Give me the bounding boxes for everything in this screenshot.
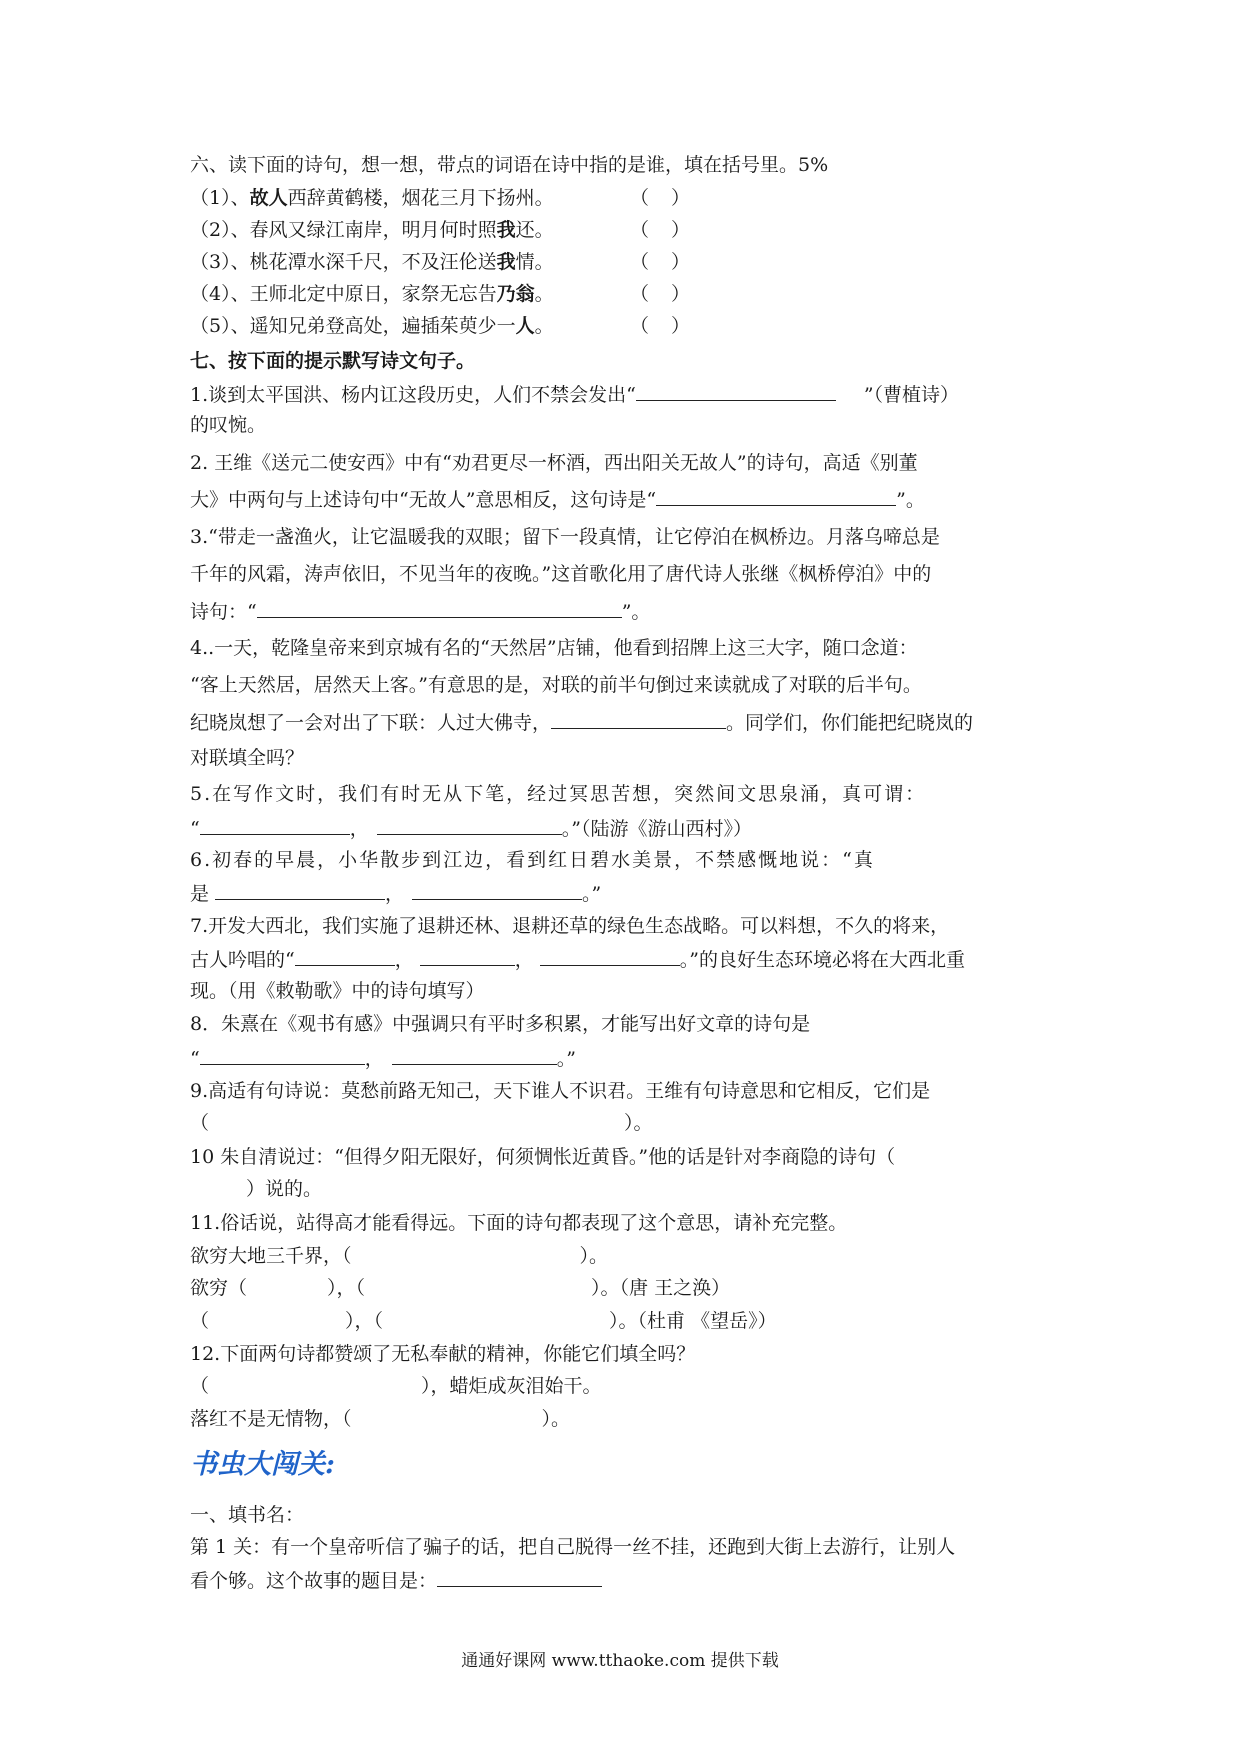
q11-line-1: 11.俗话说，站得高才能看得远。下面的诗句都表现了这个意思，请补充完整。	[190, 1212, 848, 1234]
answer-paren-3[interactable]: （ ）	[630, 251, 691, 273]
s6-item-5: （5）、遥知兄弟登高处，遍插茱萸少一人。 （ ）	[190, 315, 691, 337]
q7-blank-3[interactable]	[540, 947, 680, 966]
q12-line-2: （ ），蜡炬成灰泪始干。	[190, 1375, 602, 1397]
q6-blank-1[interactable]	[215, 881, 385, 900]
q7-blank-2[interactable]	[420, 947, 515, 966]
section-six-heading: 六、读下面的诗句，想一想，带点的词语在诗中指的是谁，填在括号里。5%	[190, 154, 829, 176]
q4-line-3: 纪晓岚想了一会对出了下联：人过大佛寺， 。同学们，你们能把纪晓岚的	[190, 712, 974, 734]
q5-line-1: 5.在写作文时，我们有时无从下笔，经过冥思苦想，突然间文思泉涌，真可谓：	[190, 783, 927, 805]
footer-credit: 通通好课网 www.tthaoke.com 提供下载	[461, 1651, 779, 1671]
q7-line-2: 古人吟唱的“ ， ， 。”的良好生态环境必将在大西北重	[190, 949, 965, 971]
q3-blank[interactable]	[257, 599, 622, 618]
section-seven-heading: 七、按下面的提示默写诗文句子。	[190, 350, 476, 372]
s6-item-2: （2）、春风又绿江南岸，明月何时照我还。 （ ）	[190, 219, 691, 241]
answer-paren-5[interactable]: （ ）	[630, 315, 691, 337]
q5-blank-1[interactable]	[200, 816, 350, 835]
q11-line-3: 欲穷（ ），（ ）。（唐 王之涣）	[190, 1277, 731, 1299]
s6-item-3: （3）、桃花潭水深千尺，不及汪伦送我情。 （ ）	[190, 251, 691, 273]
q6-line-2: 是 ， 。”	[190, 883, 602, 905]
q2-blank[interactable]	[656, 487, 896, 506]
q2-line-2: 大》中两句与上述诗句中“无故人”意思相反，这句诗是“ ”。	[190, 489, 925, 511]
s6-item-1: （1）、故人西辞黄鹤楼，烟花三月下扬州。 （ ）	[190, 187, 691, 209]
q9-line-1: 9.高适有句诗说：莫愁前路无知己，天下谁人不识君。王维有句诗意思和它相反，它们是	[190, 1080, 931, 1102]
q9-line-2: （ ）。	[190, 1112, 653, 1134]
q2-line-1: 2. 王维《送元二使安西》中有“劝君更尽一杯酒，西出阳关无故人”的诗句，高适《别董	[190, 452, 918, 474]
q12-line-3: 落红不是无情物，（ ）。	[190, 1408, 571, 1430]
q3-line-1: 3.“带走一盏渔火，让它温暖我的双眼；留下一段真情，让它停泊在枫桥边。月落乌啼总是	[190, 526, 940, 548]
q1-line-2: 的叹惋。	[190, 414, 267, 436]
q8-line-2: “ ， 。”	[190, 1048, 576, 1070]
q4-line-1: 4..一天，乾隆皇帝来到京城有名的“天然居”店铺，他看到招牌上这三大字，随口念道：	[190, 637, 918, 659]
q11-line-4: （ ），（ ）。（杜甫 《望岳》）	[190, 1310, 777, 1332]
q10-line-2: ）说的。	[246, 1178, 323, 1200]
q1-line-1: 1.谈到太平国洪、杨内讧这段历史，人们不禁会发出“ ”（曹植诗）	[190, 384, 960, 406]
answer-paren-2[interactable]: （ ）	[630, 219, 691, 241]
q8-blank-1[interactable]	[200, 1046, 365, 1065]
q8-blank-2[interactable]	[392, 1046, 557, 1065]
q4-line-4: 对联填全吗？	[190, 747, 305, 769]
q3-line-2: 千年的风霜，涛声依旧，不见当年的夜晚。”这首歌化用了唐代诗人张继《枫桥停泊》中的	[190, 563, 932, 585]
q12-line-1: 12.下面两句诗都赞颂了无私奉献的精神，你能它们填全吗？	[190, 1343, 696, 1365]
q7-line-3: 现。（用《敕勒歌》中的诗句填写）	[190, 980, 485, 1002]
q8-line-1: 8．朱熹在《观书有感》中强调只有平时多积累，才能写出好文章的诗句是	[190, 1013, 811, 1035]
q7-blank-1[interactable]	[295, 947, 395, 966]
answer-paren-4[interactable]: （ ）	[630, 283, 691, 305]
q7-line-1: 7.开发大西北，我们实施了退耕还林、退耕还草的绿色生态战略。可以料想，不久的将来，	[190, 915, 950, 937]
q6-line-1: 6.初春的早晨，小华散步到江边，看到红日碧水美景，不禁感慨地说：“真	[190, 849, 875, 871]
bookworm-title: 书虫大闯关:	[190, 1449, 335, 1480]
q3-line-3: 诗句：“ ”。	[190, 601, 651, 623]
q4-line-2: “客上天然居，居然天上客。”有意思的是，对联的前半句倒过来读就成了对联的后半句。	[190, 674, 922, 696]
q4-blank[interactable]	[551, 710, 726, 729]
q5-line-2: “ ， 。”（陆游《游山西村》）	[190, 818, 752, 840]
s6-item-4: （4）、王师北定中原日，家祭无忘告乃翁。 （ ）	[190, 283, 691, 305]
q11-line-2: 欲穷大地三千界，（ ）。	[190, 1245, 609, 1267]
bookworm-subheading: 一、填书名：	[190, 1504, 305, 1526]
level1-line-2: 看个够。这个故事的题目是：	[190, 1568, 602, 1593]
level1-line-1: 第 1 关：有一个皇帝听信了骗子的话，把自己脱得一丝不挂，还跑到大街上去游行，让别人	[190, 1536, 956, 1558]
answer-paren-1[interactable]: （ ）	[630, 187, 691, 209]
q5-blank-2[interactable]	[377, 816, 562, 835]
level1-blank[interactable]	[437, 1568, 602, 1587]
q6-blank-2[interactable]	[412, 881, 582, 900]
q1-blank[interactable]	[636, 382, 836, 401]
q10-line-1: 10 朱自清说过：“但得夕阳无限好，何须惆怅近黄昏。”他的话是针对李商隐的诗句（	[190, 1146, 896, 1168]
